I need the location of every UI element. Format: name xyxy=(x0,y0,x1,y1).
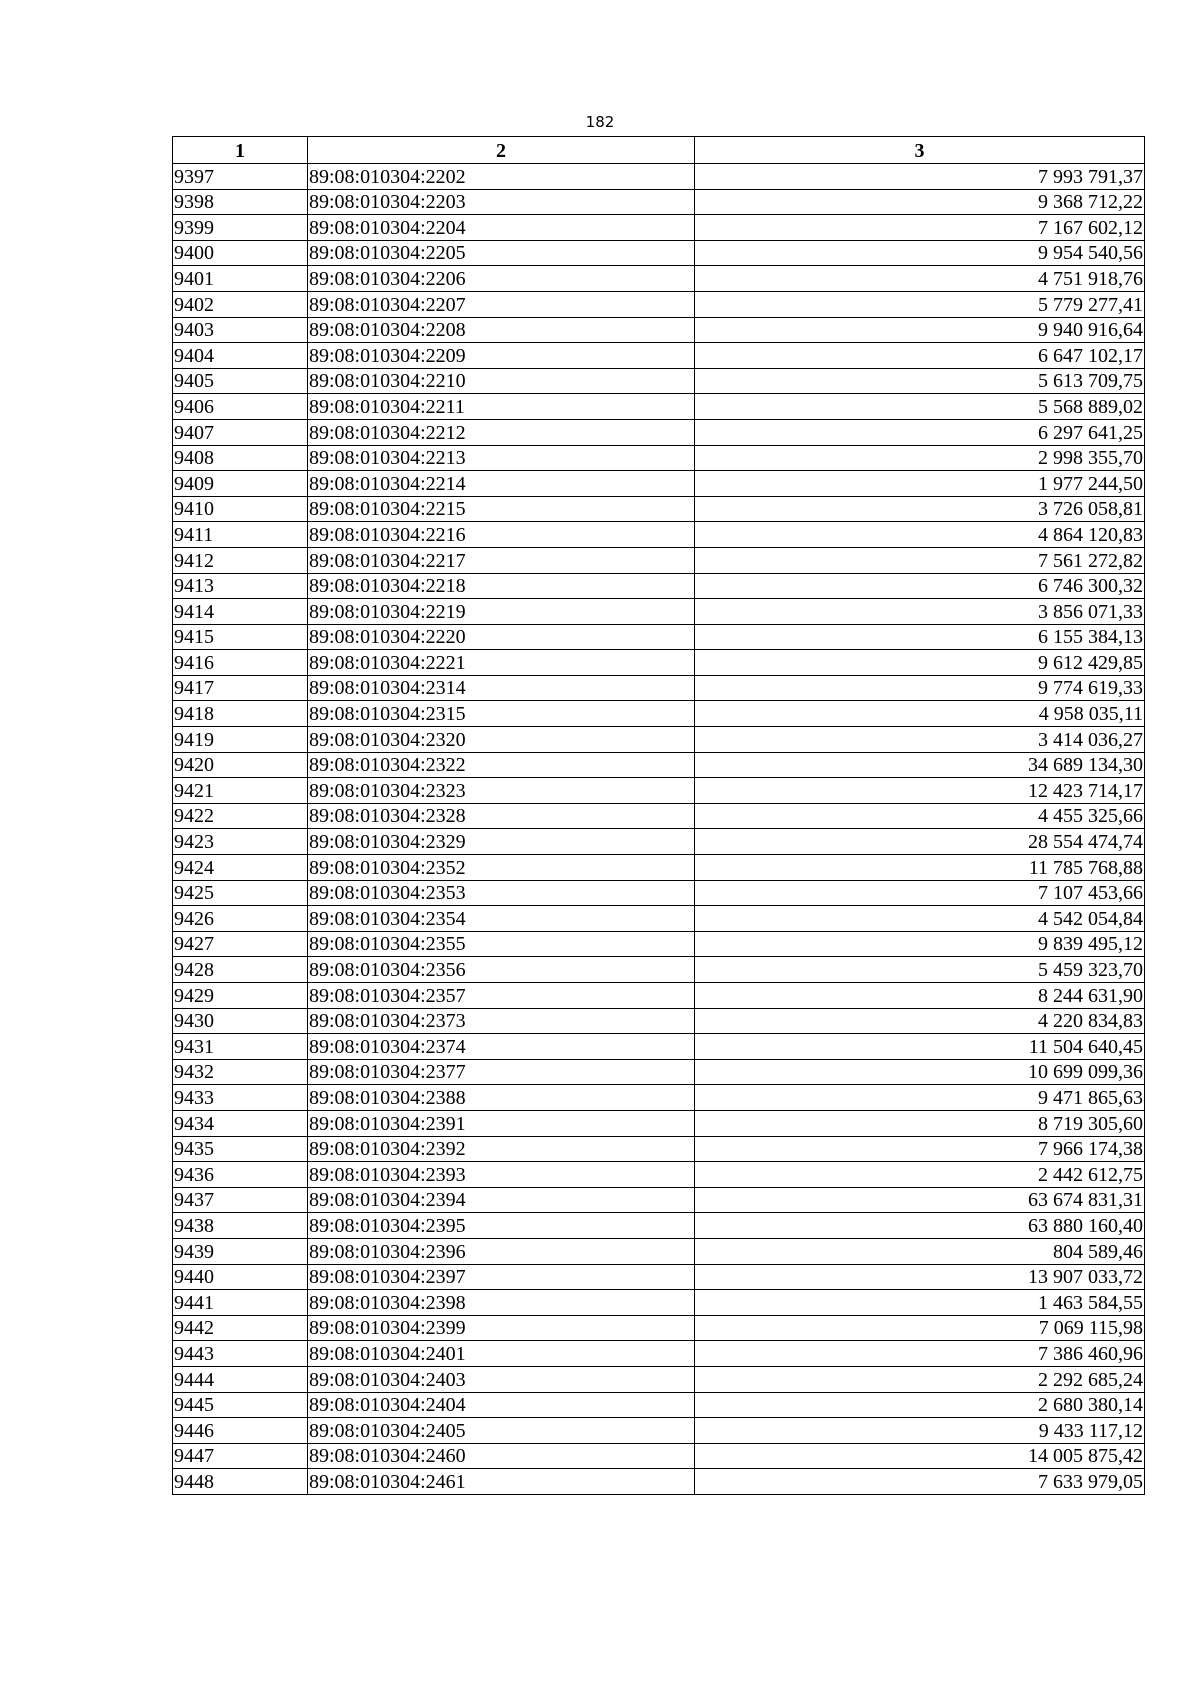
cadastral-number-cell: 89:08:010304:2355 xyxy=(308,931,695,957)
row-number-cell: 9399 xyxy=(173,215,308,241)
column-header-3: 3 xyxy=(695,137,1145,164)
cadastral-number-cell: 89:08:010304:2401 xyxy=(308,1341,695,1367)
cadastral-value-cell: 4 958 035,11 xyxy=(695,701,1145,727)
table-body xyxy=(173,164,1145,1495)
row-number-cell: 9436 xyxy=(173,1162,308,1188)
cadastral-number-cell: 89:08:010304:2208 xyxy=(308,317,695,343)
cadastral-number-cell: 89:08:010304:2461 xyxy=(308,1469,695,1495)
row-number-cell: 9421 xyxy=(173,778,308,804)
row-number-cell: 9433 xyxy=(173,1085,308,1111)
cadastral-value-table xyxy=(172,136,1145,1495)
table-row xyxy=(173,931,1145,957)
cadastral-number-cell: 89:08:010304:2394 xyxy=(308,1187,695,1213)
cadastral-value-cell: 2 292 685,24 xyxy=(695,1366,1145,1392)
row-number-cell: 9443 xyxy=(173,1341,308,1367)
row-number-cell: 9405 xyxy=(173,368,308,394)
table-row xyxy=(173,650,1145,676)
table-row xyxy=(173,522,1145,548)
cadastral-value-cell: 7 386 460,96 xyxy=(695,1341,1145,1367)
table-header-row xyxy=(173,137,1145,164)
cadastral-number-cell: 89:08:010304:2203 xyxy=(308,189,695,215)
cadastral-value-cell: 34 689 134,30 xyxy=(695,752,1145,778)
table-row xyxy=(173,1213,1145,1239)
cadastral-number-cell: 89:08:010304:2207 xyxy=(308,291,695,317)
table-row xyxy=(173,368,1145,394)
cadastral-value-cell: 5 779 277,41 xyxy=(695,291,1145,317)
row-number-cell: 9434 xyxy=(173,1110,308,1136)
cadastral-value-cell: 804 589,46 xyxy=(695,1238,1145,1264)
cadastral-value-cell: 63 674 831,31 xyxy=(695,1187,1145,1213)
row-number-cell: 9448 xyxy=(173,1469,308,1495)
cadastral-number-cell: 89:08:010304:2206 xyxy=(308,266,695,292)
cadastral-value-cell: 2 998 355,70 xyxy=(695,445,1145,471)
cadastral-value-cell: 7 633 979,05 xyxy=(695,1469,1145,1495)
cadastral-value-cell: 12 423 714,17 xyxy=(695,778,1145,804)
cadastral-number-cell: 89:08:010304:2329 xyxy=(308,829,695,855)
row-number-cell: 9403 xyxy=(173,317,308,343)
cadastral-value-cell: 9 368 712,22 xyxy=(695,189,1145,215)
cadastral-number-cell: 89:08:010304:2322 xyxy=(308,752,695,778)
table-row xyxy=(173,1366,1145,1392)
row-number-cell: 9440 xyxy=(173,1264,308,1290)
row-number-cell: 9410 xyxy=(173,496,308,522)
row-number-cell: 9429 xyxy=(173,983,308,1009)
cadastral-value-cell: 9 954 540,56 xyxy=(695,240,1145,266)
row-number-cell: 9438 xyxy=(173,1213,308,1239)
cadastral-value-cell: 9 774 619,33 xyxy=(695,675,1145,701)
cadastral-number-cell: 89:08:010304:2397 xyxy=(308,1264,695,1290)
cadastral-number-cell: 89:08:010304:2204 xyxy=(308,215,695,241)
cadastral-number-cell: 89:08:010304:2354 xyxy=(308,906,695,932)
row-number-cell: 9435 xyxy=(173,1136,308,1162)
cadastral-number-cell: 89:08:010304:2352 xyxy=(308,855,695,881)
cadastral-number-cell: 89:08:010304:2219 xyxy=(308,599,695,625)
row-number-cell: 9400 xyxy=(173,240,308,266)
table-row xyxy=(173,291,1145,317)
row-number-cell: 9415 xyxy=(173,624,308,650)
cadastral-value-cell: 10 699 099,36 xyxy=(695,1059,1145,1085)
row-number-cell: 9441 xyxy=(173,1290,308,1316)
cadastral-value-cell: 3 726 058,81 xyxy=(695,496,1145,522)
cadastral-value-cell: 11 504 640,45 xyxy=(695,1034,1145,1060)
cadastral-value-cell: 9 471 865,63 xyxy=(695,1085,1145,1111)
cadastral-value-cell: 6 155 384,13 xyxy=(695,624,1145,650)
row-number-cell: 9420 xyxy=(173,752,308,778)
cadastral-number-cell: 89:08:010304:2405 xyxy=(308,1418,695,1444)
row-number-cell: 9406 xyxy=(173,394,308,420)
table-row xyxy=(173,957,1145,983)
table-row xyxy=(173,240,1145,266)
cadastral-value-cell: 28 554 474,74 xyxy=(695,829,1145,855)
cadastral-value-cell: 4 751 918,76 xyxy=(695,266,1145,292)
cadastral-number-cell: 89:08:010304:2356 xyxy=(308,957,695,983)
cadastral-value-cell: 7 993 791,37 xyxy=(695,164,1145,190)
cadastral-number-cell: 89:08:010304:2215 xyxy=(308,496,695,522)
cadastral-number-cell: 89:08:010304:2357 xyxy=(308,983,695,1009)
cadastral-number-cell: 89:08:010304:2373 xyxy=(308,1008,695,1034)
table-row xyxy=(173,547,1145,573)
table-row xyxy=(173,343,1145,369)
table-row xyxy=(173,266,1145,292)
table-row xyxy=(173,624,1145,650)
row-number-cell: 9424 xyxy=(173,855,308,881)
cadastral-number-cell: 89:08:010304:2395 xyxy=(308,1213,695,1239)
cadastral-number-cell: 89:08:010304:2403 xyxy=(308,1366,695,1392)
table-row xyxy=(173,496,1145,522)
cadastral-value-cell: 6 647 102,17 xyxy=(695,343,1145,369)
cadastral-value-cell: 7 561 272,82 xyxy=(695,547,1145,573)
table-row xyxy=(173,1315,1145,1341)
row-number-cell: 9447 xyxy=(173,1443,308,1469)
table-row xyxy=(173,394,1145,420)
table-row xyxy=(173,829,1145,855)
row-number-cell: 9437 xyxy=(173,1187,308,1213)
row-number-cell: 9423 xyxy=(173,829,308,855)
table-row xyxy=(173,1034,1145,1060)
table-row xyxy=(173,317,1145,343)
table-row xyxy=(173,1059,1145,1085)
row-number-cell: 9414 xyxy=(173,599,308,625)
cadastral-value-cell: 63 880 160,40 xyxy=(695,1213,1145,1239)
table-row xyxy=(173,855,1145,881)
table-row xyxy=(173,1392,1145,1418)
cadastral-number-cell: 89:08:010304:2220 xyxy=(308,624,695,650)
cadastral-value-cell: 7 069 115,98 xyxy=(695,1315,1145,1341)
cadastral-number-cell: 89:08:010304:2212 xyxy=(308,419,695,445)
row-number-cell: 9397 xyxy=(173,164,308,190)
cadastral-number-cell: 89:08:010304:2216 xyxy=(308,522,695,548)
cadastral-number-cell: 89:08:010304:2396 xyxy=(308,1238,695,1264)
cadastral-number-cell: 89:08:010304:2315 xyxy=(308,701,695,727)
table-row xyxy=(173,1008,1145,1034)
cadastral-value-cell: 9 839 495,12 xyxy=(695,931,1145,957)
table-row xyxy=(173,215,1145,241)
table-row xyxy=(173,778,1145,804)
table-row xyxy=(173,701,1145,727)
cadastral-value-cell: 9 433 117,12 xyxy=(695,1418,1145,1444)
row-number-cell: 9408 xyxy=(173,445,308,471)
cadastral-number-cell: 89:08:010304:2328 xyxy=(308,803,695,829)
cadastral-value-cell: 6 297 641,25 xyxy=(695,419,1145,445)
cadastral-value-cell: 7 107 453,66 xyxy=(695,880,1145,906)
row-number-cell: 9428 xyxy=(173,957,308,983)
cadastral-number-cell: 89:08:010304:2392 xyxy=(308,1136,695,1162)
table-row xyxy=(173,803,1145,829)
table-row xyxy=(173,1085,1145,1111)
cadastral-value-cell: 5 568 889,02 xyxy=(695,394,1145,420)
row-number-cell: 9407 xyxy=(173,419,308,445)
row-number-cell: 9419 xyxy=(173,727,308,753)
row-number-cell: 9398 xyxy=(173,189,308,215)
cadastral-number-cell: 89:08:010304:2218 xyxy=(308,573,695,599)
row-number-cell: 9444 xyxy=(173,1366,308,1392)
cadastral-number-cell: 89:08:010304:2205 xyxy=(308,240,695,266)
cadastral-number-cell: 89:08:010304:2209 xyxy=(308,343,695,369)
table-row xyxy=(173,1110,1145,1136)
cadastral-number-cell: 89:08:010304:2320 xyxy=(308,727,695,753)
cadastral-number-cell: 89:08:010304:2323 xyxy=(308,778,695,804)
column-header-1: 1 xyxy=(173,137,308,164)
cadastral-value-cell: 4 455 325,66 xyxy=(695,803,1145,829)
table-row xyxy=(173,1238,1145,1264)
cadastral-number-cell: 89:08:010304:2404 xyxy=(308,1392,695,1418)
cadastral-value-cell: 8 244 631,90 xyxy=(695,983,1145,1009)
table-row xyxy=(173,1290,1145,1316)
cadastral-number-cell: 89:08:010304:2398 xyxy=(308,1290,695,1316)
table-row xyxy=(173,1418,1145,1444)
cadastral-value-cell: 6 746 300,32 xyxy=(695,573,1145,599)
column-header-2: 2 xyxy=(308,137,695,164)
row-number-cell: 9418 xyxy=(173,701,308,727)
cadastral-value-cell: 7 966 174,38 xyxy=(695,1136,1145,1162)
cadastral-number-cell: 89:08:010304:2377 xyxy=(308,1059,695,1085)
table-row xyxy=(173,1187,1145,1213)
cadastral-value-cell: 9 612 429,85 xyxy=(695,650,1145,676)
cadastral-value-cell: 1 977 244,50 xyxy=(695,471,1145,497)
row-number-cell: 9402 xyxy=(173,291,308,317)
table-row xyxy=(173,189,1145,215)
cadastral-number-cell: 89:08:010304:2210 xyxy=(308,368,695,394)
table-row xyxy=(173,1136,1145,1162)
cadastral-number-cell: 89:08:010304:2221 xyxy=(308,650,695,676)
row-number-cell: 9409 xyxy=(173,471,308,497)
table-row xyxy=(173,727,1145,753)
cadastral-value-cell: 14 005 875,42 xyxy=(695,1443,1145,1469)
cadastral-value-cell: 3 414 036,27 xyxy=(695,727,1145,753)
cadastral-number-cell: 89:08:010304:2314 xyxy=(308,675,695,701)
cadastral-value-cell: 13 907 033,72 xyxy=(695,1264,1145,1290)
cadastral-value-cell: 3 856 071,33 xyxy=(695,599,1145,625)
table-row xyxy=(173,752,1145,778)
cadastral-number-cell: 89:08:010304:2213 xyxy=(308,445,695,471)
cadastral-number-cell: 89:08:010304:2393 xyxy=(308,1162,695,1188)
cadastral-value-cell: 4 542 054,84 xyxy=(695,906,1145,932)
table-row xyxy=(173,599,1145,625)
table-row xyxy=(173,1162,1145,1188)
table-row xyxy=(173,906,1145,932)
row-number-cell: 9404 xyxy=(173,343,308,369)
table-row xyxy=(173,1443,1145,1469)
cadastral-number-cell: 89:08:010304:2211 xyxy=(308,394,695,420)
cadastral-number-cell: 89:08:010304:2214 xyxy=(308,471,695,497)
cadastral-number-cell: 89:08:010304:2374 xyxy=(308,1034,695,1060)
row-number-cell: 9411 xyxy=(173,522,308,548)
cadastral-number-cell: 89:08:010304:2460 xyxy=(308,1443,695,1469)
row-number-cell: 9417 xyxy=(173,675,308,701)
table-row xyxy=(173,675,1145,701)
cadastral-number-cell: 89:08:010304:2217 xyxy=(308,547,695,573)
row-number-cell: 9432 xyxy=(173,1059,308,1085)
table-row xyxy=(173,880,1145,906)
cadastral-number-cell: 89:08:010304:2388 xyxy=(308,1085,695,1111)
row-number-cell: 9439 xyxy=(173,1238,308,1264)
table-row xyxy=(173,1469,1145,1495)
row-number-cell: 9401 xyxy=(173,266,308,292)
row-number-cell: 9426 xyxy=(173,906,308,932)
cadastral-value-cell: 4 864 120,83 xyxy=(695,522,1145,548)
cadastral-value-cell: 1 463 584,55 xyxy=(695,1290,1145,1316)
page-number: 182 xyxy=(585,113,615,131)
cadastral-number-cell: 89:08:010304:2353 xyxy=(308,880,695,906)
row-number-cell: 9413 xyxy=(173,573,308,599)
row-number-cell: 9416 xyxy=(173,650,308,676)
table-row xyxy=(173,1264,1145,1290)
table-row xyxy=(173,164,1145,190)
table-row xyxy=(173,1341,1145,1367)
row-number-cell: 9425 xyxy=(173,880,308,906)
row-number-cell: 9430 xyxy=(173,1008,308,1034)
cadastral-value-cell: 4 220 834,83 xyxy=(695,1008,1145,1034)
row-number-cell: 9422 xyxy=(173,803,308,829)
cadastral-value-cell: 9 940 916,64 xyxy=(695,317,1145,343)
cadastral-value-cell: 2 680 380,14 xyxy=(695,1392,1145,1418)
cadastral-number-cell: 89:08:010304:2391 xyxy=(308,1110,695,1136)
cadastral-value-cell: 11 785 768,88 xyxy=(695,855,1145,881)
cadastral-number-cell: 89:08:010304:2399 xyxy=(308,1315,695,1341)
row-number-cell: 9412 xyxy=(173,547,308,573)
table-row xyxy=(173,471,1145,497)
row-number-cell: 9445 xyxy=(173,1392,308,1418)
cadastral-value-cell: 2 442 612,75 xyxy=(695,1162,1145,1188)
cadastral-value-cell: 5 459 323,70 xyxy=(695,957,1145,983)
table-row xyxy=(173,445,1145,471)
cadastral-number-cell: 89:08:010304:2202 xyxy=(308,164,695,190)
cadastral-value-cell: 5 613 709,75 xyxy=(695,368,1145,394)
cadastral-value-cell: 7 167 602,12 xyxy=(695,215,1145,241)
row-number-cell: 9442 xyxy=(173,1315,308,1341)
row-number-cell: 9427 xyxy=(173,931,308,957)
table-row xyxy=(173,983,1145,1009)
table-row xyxy=(173,573,1145,599)
row-number-cell: 9446 xyxy=(173,1418,308,1444)
row-number-cell: 9431 xyxy=(173,1034,308,1060)
table-row xyxy=(173,419,1145,445)
cadastral-value-cell: 8 719 305,60 xyxy=(695,1110,1145,1136)
